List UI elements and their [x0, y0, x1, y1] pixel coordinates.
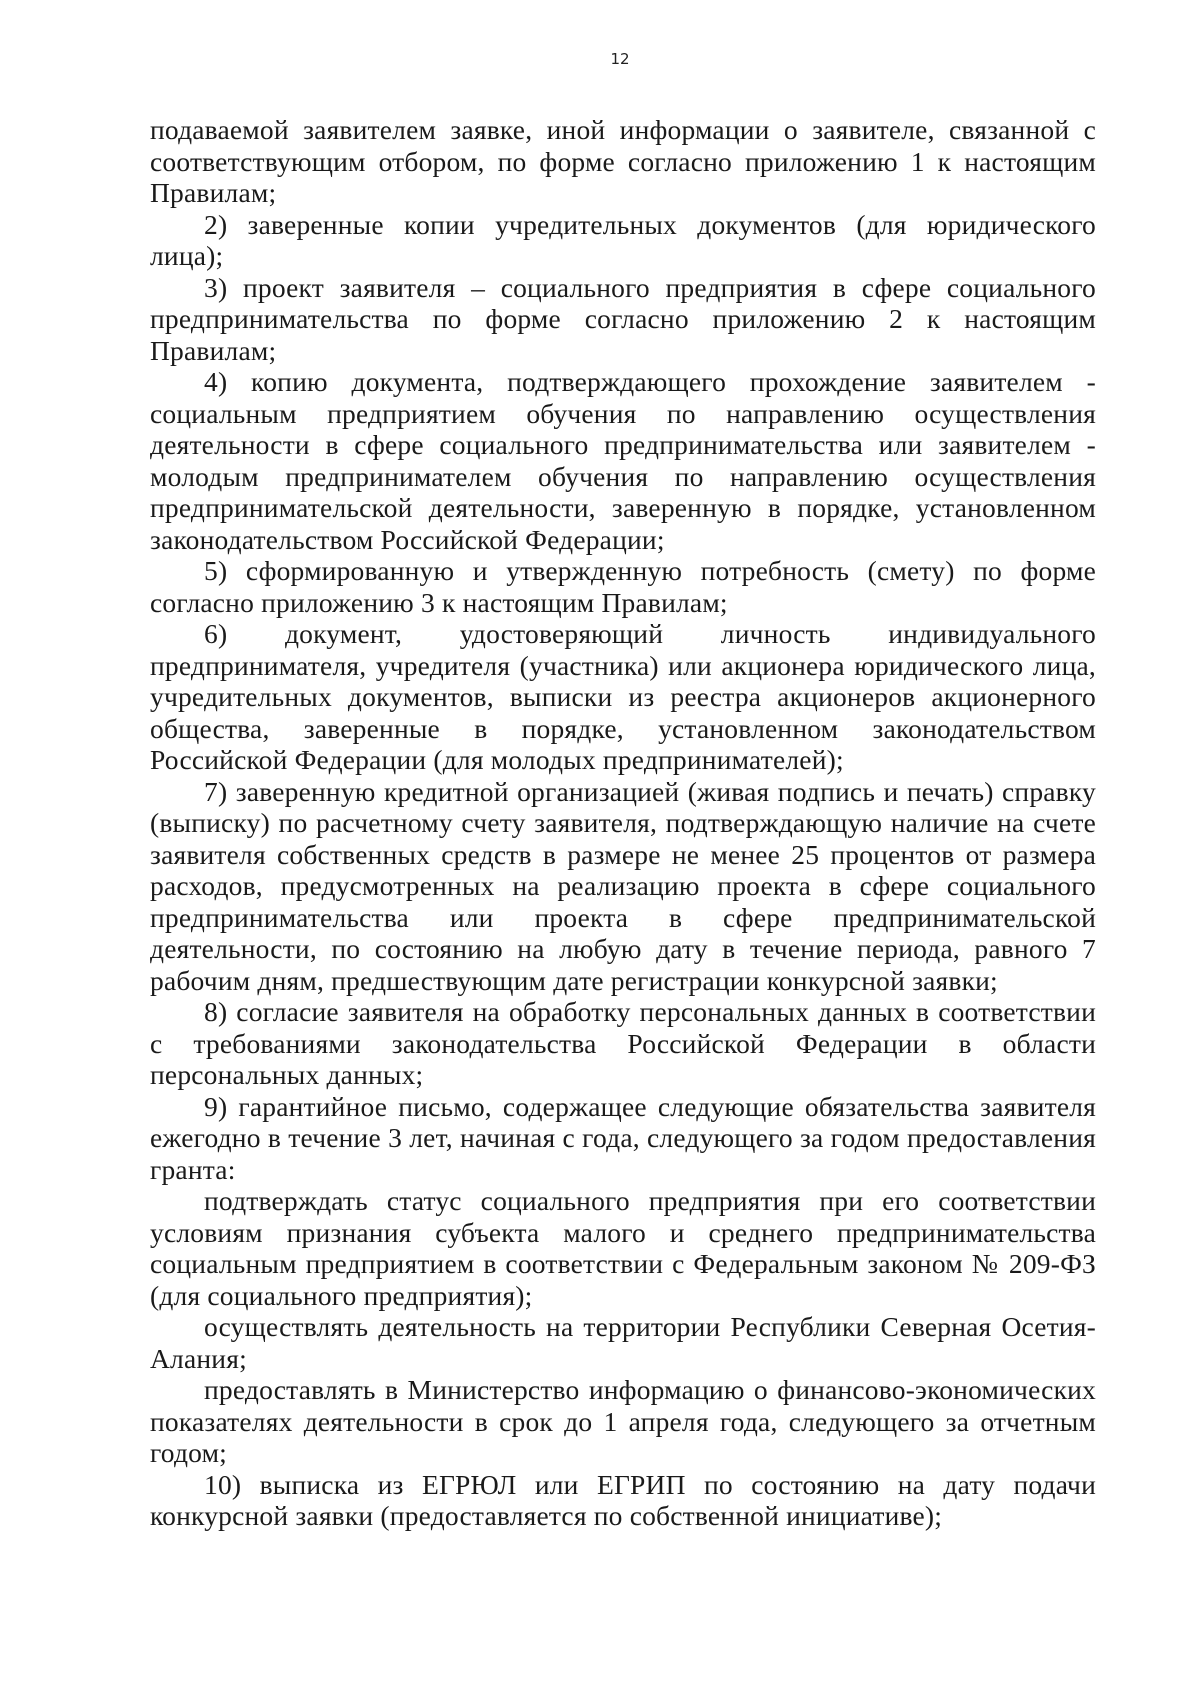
list-item-8: 8) согласие заявителя на обработку персональных данных в соответствии с требованиями законодательства Российской Федерации в области персональных данных;	[150, 996, 1096, 1090]
document-body	[150, 114, 1096, 1532]
list-item-5: 5) сформированную и утвержденную потребность (смету) по форме согласно приложению 3 к настоящим Правилам;	[150, 555, 1096, 618]
list-item-3: 3) проект заявителя – социального предприятия в сфере социального предпринимательства по форме согласно приложению 2 к настоящим Правилам;	[150, 271, 1096, 366]
list-item-7: 7) заверенную кредитной организацией (живая подпись и печать) справку (выписку) по расчетному счету заявителя, подтверждающую наличие на счете заявителя собственных средств в размере не менее 25 процентов от размера расходов, предусмотренных на реализацию проекта в сфере социального предпринимательства или проекта в сфере предпринимательской деятельности, по состоянию на любую дату в течение периода, равного 7 рабочим дням, предшествующим дате регистрации конкурсной заявки;	[150, 775, 1096, 996]
paragraph-continuation: подаваемой заявителем заявке, иной информации о заявителе, связанной с соответствующим отбором, по форме согласно приложению 1 к настоящим Правилам;	[150, 114, 1096, 208]
page-number: 12	[610, 50, 630, 68]
list-item-4: 4) копию документа, подтверждающего прохождение заявителем - социальным предприятием обучения по направлению осуществления деятельности в сфере социального предпринимательства или заявителем - молодым предпринимателем обучения по направлению осуществления предпринимательской деятельности, заверенную в порядке, установленном законодательством Российской Федерации;	[150, 366, 1096, 555]
list-item-2: 2) заверенные копии учредительных документов (для юридического лица);	[150, 208, 1096, 271]
list-item-9: 9) гарантийное письмо, содержащее следующие обязательства заявителя ежегодно в течение 3 лет, начиная с года, следующего за годом предоставления гранта:	[150, 1090, 1096, 1185]
obligation-status: подтверждать статус социального предприятия при его соответствии условиям признания субъекта малого и среднего предпринимательства социальным предприятием в соответствии с Федеральным законом № 209-ФЗ (для социального предприятия);	[150, 1185, 1096, 1311]
obligation-territory: осуществлять деятельность на территории Республики Северная Осетия-Алания;	[150, 1311, 1096, 1374]
obligation-reporting: предоставлять в Министерство информацию о финансово-экономических показателях деятельности в срок до 1 апреля года, следующего за отчетным годом;	[150, 1374, 1096, 1468]
list-item-6: 6) документ, удостоверяющий личность индивидуального предпринимателя, учредителя (участника) или акционера юридического лица, учредительных документов, выписки из реестра акционеров акционерного общества, заверенные в порядке, установленном законодательством Российской Федерации (для молодых предпринимателей);	[150, 618, 1096, 775]
list-item-10: 10) выписка из ЕГРЮЛ или ЕГРИП по состоянию на дату подачи конкурсной заявки (предоставляется по собственной инициативе);	[150, 1468, 1096, 1531]
